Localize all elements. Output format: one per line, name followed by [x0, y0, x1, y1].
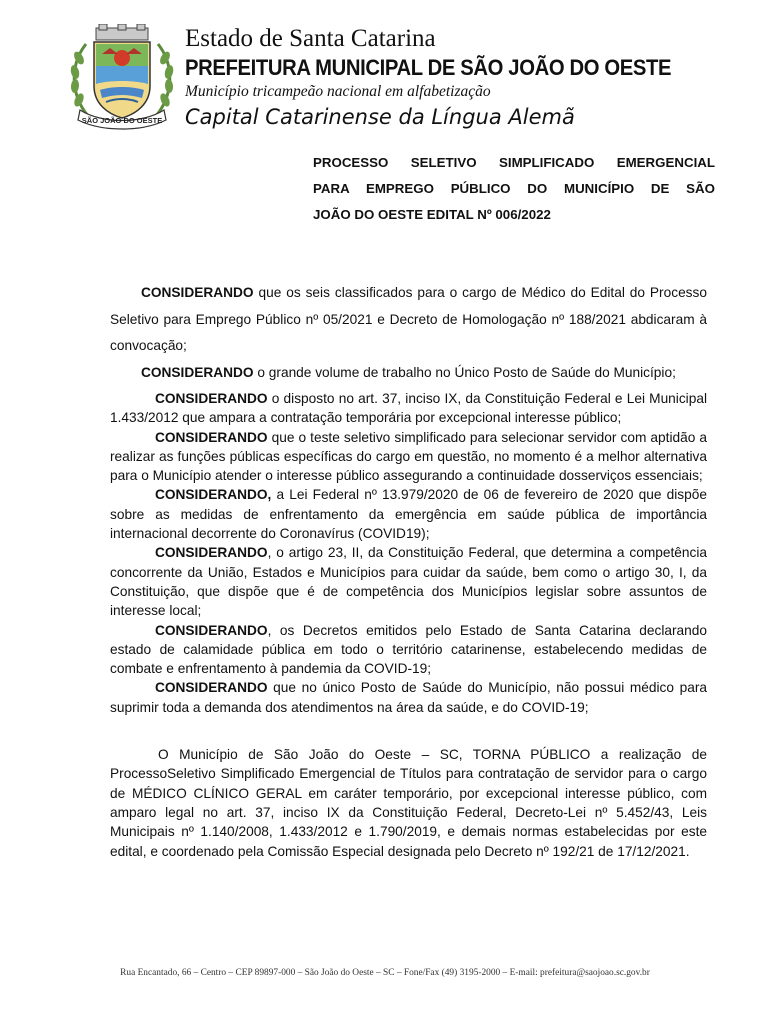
- considerando-text: , os Decretos emitidos pelo Estado de Santa Catarina declarando estado de calamidade pública em todo o território catarinense, estabelecendo medidas de combate e enfrentamento à pandemia da COVID-19;: [110, 622, 707, 677]
- announcement-paragraph: O Município de São João do Oeste – SC, TORNA PÚBLICO a realização de ProcessoSeletivo Simplificado Emergencial de Títulos para contratação de servidor para o cargo de MÉDICO CLÍNICO GERAL em caráter temporário, por excepcional interesse público, com amparo legal no art. 37, inciso IX da Constituição Federal, Decreto-Lei nº 5.452/43, Leis Municipais nº 1.140/2008, 1.433/2012 e 1.790/2019, e demais normas estabelecidas por este edital, e coordenado pela Comissão Especial designada pelo Decreto nº 192/21 de 17/12/2021.: [110, 747, 707, 859]
- crest-ribbon-text: SÃO JOÃO DO OESTE: [81, 116, 163, 125]
- considerando-text: que os seis classificados para o cargo de Médico do Edital do Processo Seletivo para Emprego Público nº 05/2021 e Decreto de Homologação nº 188/2021 abdicaram à convocação;: [110, 285, 707, 353]
- capital-title: Capital Catarinense da Língua Alemã: [185, 105, 575, 129]
- considerando-keyword: CONSIDERANDO: [141, 285, 254, 300]
- title-line-1: PROCESSO SELETIVO SIMPLIFICADO EMERGENCIAL: [313, 155, 715, 170]
- considerando-text: o disposto no art. 37, inciso IX, da Constituição Federal e Lei Municipal 1.433/2012 que ampara a contratação temporária por excepcional interesse público;: [110, 391, 707, 426]
- considerando-paragraph: [110, 485, 707, 543]
- letterhead: [185, 24, 745, 132]
- considerando-keyword: CONSIDERANDO: [155, 545, 268, 561]
- considerando-keyword: CONSIDERANDO,: [155, 487, 272, 503]
- considerando-keyword: CONSIDERANDO: [155, 429, 268, 445]
- considerando-paragraph: [110, 280, 707, 360]
- considerando-paragraph: [110, 678, 707, 717]
- title-line-3: JOÃO DO OESTE EDITAL Nº 006/2022: [313, 207, 551, 222]
- considerando-paragraph: [110, 621, 707, 679]
- considerando-text: a Lei Federal nº 13.979/2020 de 06 de fevereiro de 2020 que dispõe sobre as medidas de enfrentamento da emergência em saúde pública de importância internacional decorrente do Coronavírus (COVID19);: [110, 487, 707, 542]
- considerando-keyword: CONSIDERANDO: [155, 680, 268, 696]
- considerando-paragraph: [110, 389, 707, 428]
- prefeitura-name: PREFEITURA MUNICIPAL DE SÃO JOÃO DO OESTE: [185, 55, 672, 80]
- considerando-keyword: CONSIDERANDO: [141, 364, 254, 380]
- considerando-paragraph: [110, 428, 707, 486]
- considerando-keyword: CONSIDERANDO: [155, 391, 268, 406]
- state-name: Estado de Santa Catarina: [185, 25, 436, 52]
- considerando-text: , o artigo 23, II, da Constituição Federal, que determina a competência concorrente da União, Estados e Municípios para cuidar da saúde, bem como o artigo 30, I, da Constituição, que dispõe que é de competência dos Municípios legislar sobre assuntos de interesse local;: [110, 545, 707, 619]
- considerando-text: que o teste seletivo simplificado para selecionar servidor com aptidão a realizar as funções públicas específicas do cargo em questão, no momento é a melhor alternativa para o Município atender o interesse público assegurando a continuidade dosserviços essenciais;: [110, 429, 707, 484]
- document-body: [110, 280, 707, 861]
- page-footer: Rua Encantado, 66 – Centro – CEP 89897-000 – São João do Oeste – SC – Fone/Fax (49) 3195-2000 – E-mail: prefeitura@saojoao.sc.gov.br: [120, 968, 650, 978]
- considerando-text: que no único Posto de Saúde do Município, não possui médico para suprimir toda a demanda dos atendimentos na área da saúde, e do COVID-19;: [110, 680, 707, 715]
- considerando-text: o grande volume de trabalho no Único Posto de Saúde do Município;: [253, 364, 676, 380]
- considerando-keyword: CONSIDERANDO: [155, 622, 268, 638]
- municipality-tagline: Município tricampeão nacional em alfabetização: [185, 83, 491, 100]
- considerando-paragraph: [110, 543, 707, 620]
- municipal-crest-logo: [66, 24, 178, 130]
- title-line-2: PARA EMPREGO PÚBLICO DO MUNICÍPIO DE SÃO: [313, 181, 715, 196]
- document-title: [313, 150, 715, 228]
- considerando-paragraph: [110, 360, 707, 387]
